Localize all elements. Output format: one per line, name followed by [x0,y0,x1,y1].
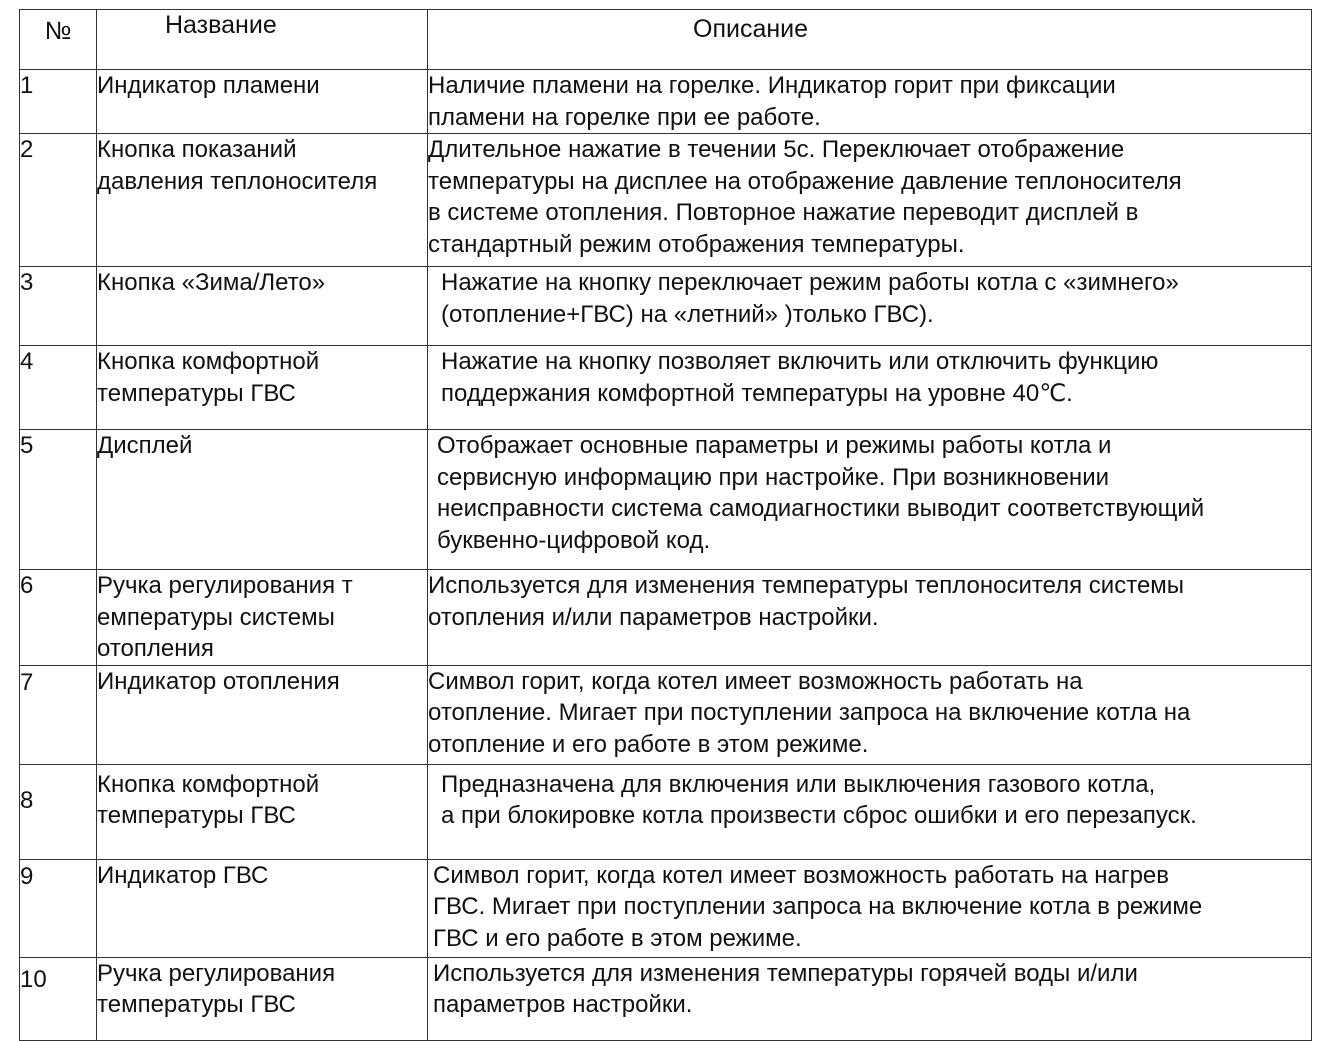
row-description: Используется для изменения температуры горячей воды и/или параметров настройки. [428,957,1312,1040]
row-number: 1 [20,70,97,134]
table-row [20,570,1312,666]
row-description: Наличие пламени на горелке. Индикатор горит при фиксации пламени на горелке при ее работе. [428,70,1312,134]
row-number: 2 [20,134,97,267]
row-name: Кнопка комфортной температуры ГВС [97,346,428,430]
row-number: 4 [20,346,97,430]
row-name: Кнопка «Зима/Лето» [97,267,428,346]
row-description: Символ горит, когда котел имеет возможность работать на нагрев ГВС. Мигает при поступлении запроса на включение котла в режиме ГВС и его работе в этом режиме. [428,859,1312,957]
table-row [20,430,1312,570]
row-description: Нажатие на кнопку переключает режим работы котла с «зимнего» (отопление+ГВС) на «летний» )только ГВС). [428,267,1312,346]
row-number: 8 [20,764,97,859]
row-number: 10 [20,957,97,1040]
table-row [20,267,1312,346]
header-name: Название [97,10,428,70]
row-description: Длительное нажатие в течении 5с. Переключает отображение температуры на дисплее на отображение давление теплоносителя в системе отопления. Повторное нажатие переводит дисплей в стандартный режим отображения температуры. [428,134,1312,267]
table-row [20,70,1312,134]
row-description: Используется для изменения температуры теплоносителя системы отопления и/или параметров настройки. [428,570,1312,666]
controls-table [19,9,1312,1041]
row-description: Нажатие на кнопку позволяет включить или отключить функцию поддержания комфортной температуры на уровне 40℃. [428,346,1312,430]
row-name: Индикатор ГВС [97,859,428,957]
header-number: № [20,10,97,70]
row-number: 7 [20,665,97,764]
row-description: Отображает основные параметры и режимы работы котла и сервисную информацию при настройке. При возникновении неисправности система самодиагностики выводит соответствующий буквенно-цифровой код. [428,430,1312,570]
row-name: Индикатор пламени [97,70,428,134]
row-description: Символ горит, когда котел имеет возможность работать на отопление. Мигает при поступлении запроса на включение котла на отопление и его работе в этом режиме. [428,665,1312,764]
table-row [20,134,1312,267]
row-name: Кнопка показаний давления теплоносителя [97,134,428,267]
table-header-row [20,10,1312,70]
table-row [20,346,1312,430]
row-name: Ручка регулирования т емпературы системы отопления [97,570,428,666]
table-row [20,957,1312,1040]
row-number: 3 [20,267,97,346]
row-name: Кнопка комфортной температуры ГВС [97,764,428,859]
row-description: Предназначена для включения или выключения газового котла, а при блокировке котла произвести сброс ошибки и его перезапуск. [428,764,1312,859]
row-name: Дисплей [97,430,428,570]
row-number: 6 [20,570,97,666]
table-row [20,764,1312,859]
table-row [20,859,1312,957]
row-name: Ручка регулирования температуры ГВС [97,957,428,1040]
row-name: Индикатор отопления [97,665,428,764]
row-number: 5 [20,430,97,570]
header-description: Описание [428,10,1312,70]
row-number: 9 [20,859,97,957]
table-row [20,665,1312,764]
